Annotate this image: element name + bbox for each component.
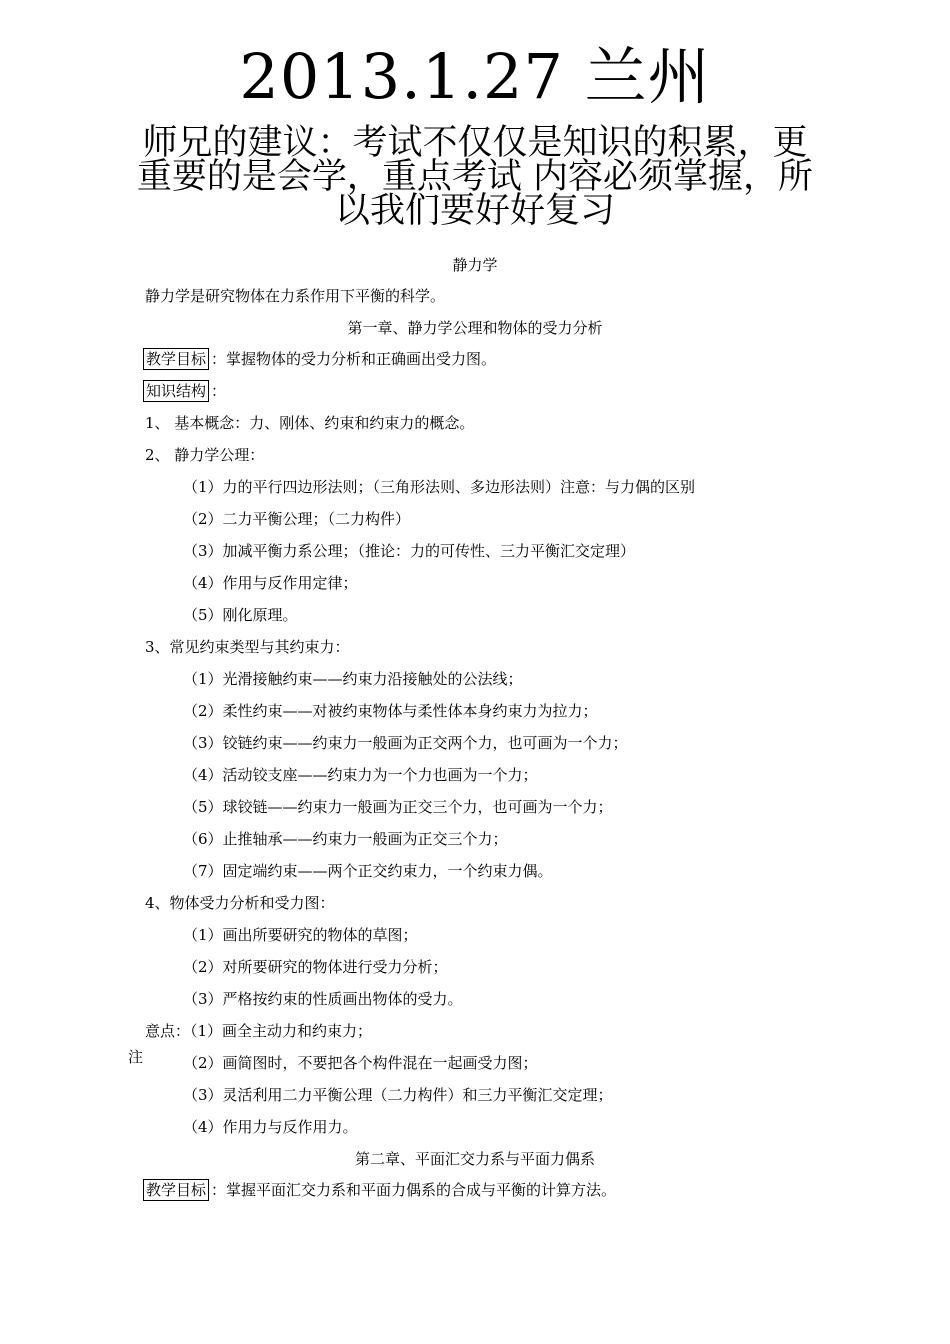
goal-label-box-2: 教学目标 — [143, 1179, 209, 1201]
chapter1-goal — [143, 348, 496, 370]
constraint-5: （5）球铰链——约束力一般画为正交三个力，也可画为一个力； — [183, 798, 613, 816]
step-2: （2）对所要研究的物体进行受力分析； — [183, 958, 448, 976]
section-title: 静力学 — [452, 256, 498, 274]
axiom-3: （3）加减平衡力系公理；（推论：力的可传性、三力平衡汇交定理） — [183, 542, 636, 560]
note-char: 注 — [128, 1048, 144, 1066]
structure-label-box: 知识结构 — [143, 380, 209, 402]
axiom-4: （4）作用与反作用定律； — [183, 574, 358, 592]
axiom-1: （1）力的平行四边形法则；（三角形法则、多边形法则）注意：与力偶的区别 — [183, 478, 696, 496]
chapter1-structure — [143, 380, 226, 402]
item-3: 3、常见约束类型与其约束力： — [145, 638, 350, 656]
constraint-3: （3）铰链约束——约束力一般画为正交两个力，也可画为一个力； — [183, 734, 628, 752]
section-intro: 静力学是研究物体在力系作用下平衡的科学。 — [145, 287, 446, 305]
item-4: 4、物体受力分析和受力图： — [145, 894, 335, 912]
goal-text-2: ：掌握平面汇交力系和平面力偶系的合成与平衡的计算方法。 — [211, 1181, 617, 1199]
constraint-7: （7）固定端约束——两个正交约束力，一个约束力偶。 — [183, 862, 553, 880]
structure-text: ： — [211, 382, 227, 400]
item-1: 1、 基本概念：力、刚体、约束和约束力的概念。 — [145, 414, 475, 432]
chapter1-title: 第一章、静力学公理和物体的受力分析 — [347, 319, 603, 337]
step-3: （3）严格按约束的性质画出物体的受力。 — [183, 990, 463, 1008]
page-title: 2013.1.27 兰州 — [239, 40, 711, 113]
constraint-4: （4）活动铰支座——约束力为一个力也画为一个力； — [183, 766, 538, 784]
constraint-1: （1）光滑接触约束——约束力沿接触处的公法线； — [183, 670, 523, 688]
note-3: （3）灵活利用二力平衡公理（二力构件）和三力平衡汇交定理； — [183, 1086, 613, 1104]
subtitle: 师兄的建议：考试不仅仅是知识的积累，更重要的是会学，重点考试 内容必须掌握，所以我们要好好复习 — [136, 123, 814, 231]
goal-label-box: 教学目标 — [143, 348, 209, 370]
chapter2-title: 第二章、平面汇交力系与平面力偶系 — [354, 1150, 595, 1168]
chapter2-goal — [143, 1179, 616, 1201]
note-prefix: 意点： — [145, 1022, 191, 1040]
step-1: （1）画出所要研究的物体的草图； — [183, 926, 418, 944]
goal-text: ：掌握物体的受力分析和正确画出受力图。 — [211, 350, 497, 368]
axiom-5: （5）刚化原理。 — [183, 606, 298, 624]
note-2: （2）画简图时，不要把各个构件混在一起画受力图； — [183, 1054, 538, 1072]
constraint-2: （2）柔性约束——对被约束物体与柔性体本身约束力为拉力； — [183, 702, 598, 720]
note-4: （4）作用力与反作用力。 — [183, 1118, 358, 1136]
note-1 — [145, 1021, 372, 1041]
note-1-text: （1）画全主动力和约束力； — [190, 1022, 373, 1040]
axiom-2: （2）二力平衡公理；（二力构件） — [183, 510, 411, 528]
item-2: 2、 静力学公理： — [145, 446, 265, 464]
constraint-6: （6）止推轴承——约束力一般画为正交三个力； — [183, 830, 508, 848]
